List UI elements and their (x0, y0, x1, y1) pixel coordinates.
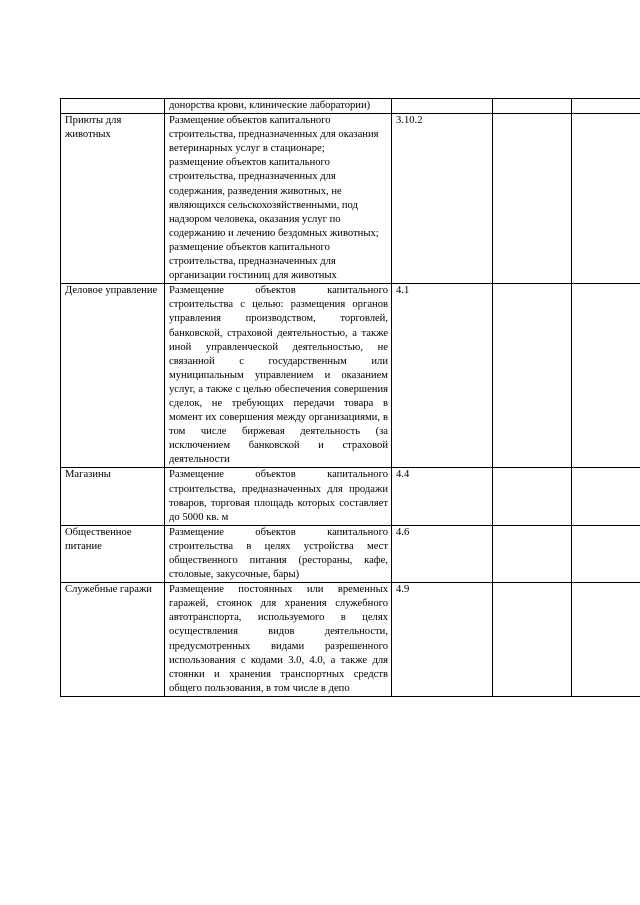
table-row (61, 583, 640, 697)
use-name-cell (61, 99, 165, 114)
table-row (61, 468, 640, 525)
empty-cell (572, 583, 640, 697)
use-code-cell: 4.1 (392, 284, 493, 468)
use-description-cell (165, 525, 392, 582)
empty-cell (572, 284, 640, 468)
use-code-cell (392, 99, 493, 114)
description-paragraph: Размещение объектов капитального строительства в целях устройства мест общественного питания (рестораны, кафе, столовые, закусочные, бары) (169, 526, 388, 581)
description-paragraph: Размещение объектов капитального строительства с целью: размещения органов управления производством, торговлей, банковской, страховой деятельностью, а также иной управленческой деятельностью, не связанной с государственным или муниципальным управлением и оказанием услуг, а также с целью обеспечения совершения сделок, не требующих передачи товара в момент их совершения между организациями, в том числе биржевая деятельность (за исключением банковской и страховой деятельности (169, 285, 388, 466)
use-description-cell (165, 468, 392, 525)
description-paragraph: размещение объектов капитального строительства, предназначенных для организации гостиниц для животных (169, 241, 337, 282)
table-row (61, 114, 640, 284)
use-code-cell: 3.10.2 (392, 114, 493, 284)
description-paragraph: Размещение объектов капитального строительства, предназначенных для оказания ветеринарных услуг в стационаре; (169, 115, 379, 155)
description-paragraph: размещение объектов капитального строительства, предназначенных для содержания, разведения животных, не являющихся сельскохозяйственными, под надзором человека, оказания услуг по содержанию и лечению бездомных животных; (169, 157, 379, 239)
use-description-cell (165, 99, 392, 114)
use-name-cell: Магазины (61, 468, 165, 525)
table-row (61, 99, 640, 114)
description-paragraph: Размещение постоянных или временных гаражей, стоянок для хранения служебного автотранспорта, используемого в целях осуществления видов деятельности, предусмотренных видами разрешенного использования с кодами 3.0, 4.0, а также для стоянки и хранения транспортных средств общего пользования, в том числе в депо (169, 584, 388, 694)
empty-cell (572, 525, 640, 582)
use-name-cell: Служебные гаражи (61, 583, 165, 697)
use-description-cell (165, 284, 392, 468)
empty-cell (572, 114, 640, 284)
table-body (61, 99, 640, 697)
use-name-cell: Деловое управление (61, 284, 165, 468)
use-description-cell (165, 583, 392, 697)
description-paragraph: Размещение объектов капитального строительства, предназначенных для продажи товаров, торговая площадь которых составляет до 5000 кв. м (169, 469, 388, 523)
empty-cell (572, 468, 640, 525)
empty-cell (493, 99, 572, 114)
use-name-cell: Общественное питание (61, 525, 165, 582)
use-code-cell: 4.6 (392, 525, 493, 582)
empty-cell (493, 583, 572, 697)
use-code-cell: 4.4 (392, 468, 493, 525)
use-code-cell: 4.9 (392, 583, 493, 697)
table-row (61, 284, 640, 468)
empty-cell (493, 525, 572, 582)
land-use-table (60, 98, 640, 697)
table-row (61, 525, 640, 582)
use-description-cell (165, 114, 392, 284)
empty-cell (493, 114, 572, 284)
empty-cell (493, 284, 572, 468)
use-name-cell: Приюты для животных (61, 114, 165, 284)
description-paragraph: донорства крови, клинические лаборатории) (169, 100, 371, 111)
empty-cell (572, 99, 640, 114)
empty-cell (493, 468, 572, 525)
